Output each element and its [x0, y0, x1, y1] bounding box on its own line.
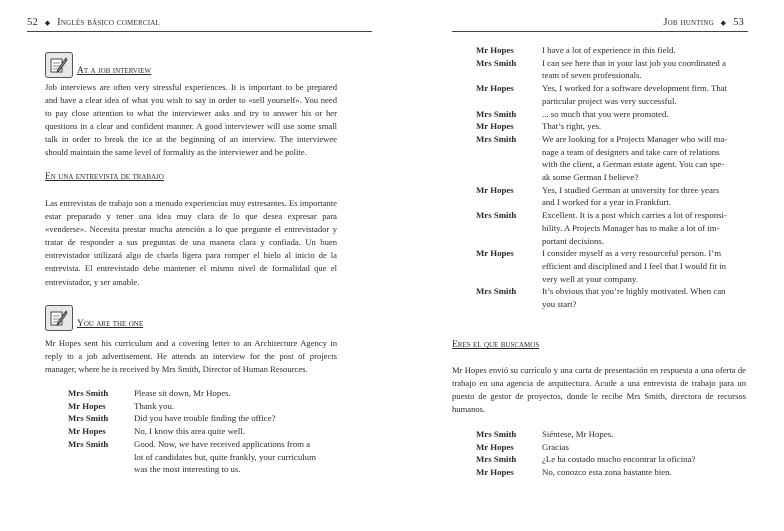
speech-line: Good. Now, we have received applications from a: [134, 438, 311, 449]
speech-line: team of seven professionals.: [542, 70, 642, 81]
speech-line: I can see here that in your last job you coordinated a: [542, 57, 726, 68]
speech-line: Yes, I worked for a software development firm. That: [542, 83, 728, 94]
right-header-rule: [452, 31, 748, 32]
speaker-name: Mr Hopes: [476, 467, 514, 478]
speaker-name: Mrs Smith: [68, 413, 109, 424]
speech-text: [134, 412, 344, 425]
diamond-bullet-icon: ◆: [720, 19, 727, 27]
section-title: You are the one: [77, 319, 144, 329]
speaker-name: Mrs Smith: [68, 388, 109, 398]
speaker-name: Mrs Smith: [476, 133, 517, 144]
speech-line: Yes, I studied German at university for three years: [542, 184, 720, 195]
dialogue-right: [476, 44, 746, 311]
speech-text: [542, 120, 746, 133]
speech-text: [542, 133, 746, 184]
speech-text: [542, 108, 746, 121]
speech-line: Please sit down, Mr Hopes.: [134, 388, 231, 398]
dialogue-row: [68, 425, 344, 438]
speech-text: [542, 428, 746, 441]
speech-text: [542, 466, 746, 479]
running-title-right: Job hunting: [663, 17, 714, 28]
speech-line: No, conozco esta zona bastante bien.: [542, 467, 672, 478]
dialogue-row: [476, 209, 746, 247]
speech-line: ¿Le ha costado mucho encontrar la oficina?: [542, 454, 696, 465]
speech-line: Gracias: [542, 441, 569, 452]
paragraph-you-are-the-one: Mr Hopes sent his curriculum and a covering letter to an Architecture Agency in reply to a job advertisement. He attends an interview for the post of projects manager, where he is received by Mrs Smith, Director of Human Resources.: [45, 338, 337, 375]
speaker-name: Mrs Smith: [476, 108, 517, 119]
dialogue-left: [68, 387, 344, 476]
speech-text: [542, 247, 746, 285]
speech-text: [542, 44, 746, 57]
speech-line: very well at your company.: [542, 273, 638, 284]
speech-line: Did you have trouble finding the office?: [134, 413, 276, 424]
speech-line: bility. A Projects Manager has to make a lot of im-: [542, 222, 720, 233]
speech-line: Thank you.: [134, 400, 175, 411]
dialogue-row: [476, 44, 746, 57]
dialogue-row: [476, 184, 746, 209]
dialogue-row: [476, 428, 746, 441]
speech-text: [134, 400, 344, 413]
paragraph-entrevista: Las entrevistas de trabajo son a menudo experiencias muy estresantes. Es importante estar preparado y tener una idea muy clara de lo que desea expresar para «venderse». Necesita prestar mucha atención a lo que pregunte el entrevistador y tratar de responder a sus preguntas de una manera clara y confiada. Un buen entrevistador utilizará algo de charla ligera para romper el hielo al inicio de la entrevista. El entrevistado debe mantener el mismo nivel de formalidad que el entrevistador, y ser amable.: [45, 198, 337, 287]
section-header-job-interview: [45, 52, 151, 78]
speech-line: with the client, a German estate agent. You can spe-: [542, 159, 725, 170]
dialogue-row: [476, 466, 746, 479]
dialogue-row: [476, 133, 746, 184]
diamond-bullet-icon: ◆: [44, 19, 51, 27]
speaker-name: Mrs Smith: [476, 429, 517, 439]
speech-line: you start?: [542, 299, 577, 310]
speech-text: [134, 425, 344, 438]
dialogue-row: [476, 453, 746, 466]
dialogue-row: [476, 247, 746, 285]
page-number-right: 53: [733, 17, 744, 28]
speech-text: [542, 82, 746, 107]
dialogue-row: [476, 285, 746, 310]
speech-text: [134, 438, 344, 476]
speech-line: No, I know this area quite well.: [134, 426, 245, 437]
speaker-name: Mrs Smith: [476, 210, 517, 221]
speaker-name: Mr Hopes: [476, 184, 514, 195]
speech-line: We are looking for a Projects Manager who will ma-: [542, 133, 728, 144]
dialogue-row: [476, 441, 746, 454]
speech-line: ak some German I believe?: [542, 172, 639, 183]
speech-line: lot of candidates but, quite frankly, your curriculum: [134, 451, 316, 462]
dialogue-row: [68, 412, 344, 425]
speech-text: [542, 441, 746, 454]
speech-line: Excellent. It is a post which carries a lot of responsi-: [542, 210, 727, 221]
speech-text: [542, 285, 746, 310]
dialogue-right-es: [476, 428, 746, 479]
dialogue-row: [68, 400, 344, 413]
left-header-rule: [27, 31, 372, 32]
speech-line: efficient and disciplined and I feel that I would fit in: [542, 260, 727, 271]
speech-line: was the most interesting to us.: [134, 464, 241, 475]
pen-and-paper-icon: [45, 305, 73, 331]
speech-text: [542, 184, 746, 209]
speech-text: [542, 57, 746, 82]
speaker-name: Mrs Smith: [476, 286, 517, 297]
dialogue-row: [476, 82, 746, 107]
speaker-name: Mr Hopes: [476, 121, 514, 132]
speaker-name: Mr Hopes: [476, 83, 514, 94]
speaker-name: Mr Hopes: [476, 441, 514, 452]
paragraph-eres: Mr Hopes envió su currículo y una carta de presentación en respuesta a una oferta de trabajo en una agencia de arquitectura. Acude a una entrevista de trabajo para un puesto de gestor de proyectos, donde le recibe Mrs Smith, directora de recursos humanos.: [452, 365, 746, 415]
speech-line: and I worked for a year in Frankfurt.: [542, 197, 671, 208]
left-running-head: [27, 17, 160, 28]
dialogue-row: [68, 438, 344, 476]
dialogue-row: [476, 57, 746, 82]
speech-line: It’s obvious that you’re highly motivated. When can: [542, 286, 726, 297]
speech-text: [542, 209, 746, 247]
speech-line: I consider myself as a very resourceful person. I’m: [542, 248, 722, 259]
speaker-name: Mrs Smith: [68, 438, 109, 449]
speech-line: I have a lot of experience in this field.: [542, 45, 676, 55]
speech-line: ... so much that you were promoted.: [542, 108, 669, 119]
dialogue-row: [68, 387, 344, 400]
running-title-left: Inglés básico comercial: [57, 17, 160, 28]
speech-text: [542, 453, 746, 466]
speech-text: [134, 387, 344, 400]
paragraph-job-interview: Job interviews are often very stressful experiences. It is important to be prepared and have a clear idea of what you wish to say in order to «sell yourself». You need to pay close attention to what the interviewer asks and try to answer his or her questions in a clear and confident manner. A good interviewer will use some small talk in order to break the ice at the beginning of an interview. The interviewee should maintain the same level of formality as the interviewer and be polite.: [45, 82, 337, 158]
speaker-name: Mr Hopes: [476, 248, 514, 259]
speech-line: Siéntese, Mr Hopes.: [542, 429, 614, 439]
dialogue-row: [476, 108, 746, 121]
speaker-name: Mrs Smith: [476, 57, 517, 68]
page-number-left: 52: [27, 17, 38, 28]
dialogue-row: [476, 120, 746, 133]
speaker-name: Mr Hopes: [68, 400, 106, 411]
speech-line: nage a team of designers and take care of relations: [542, 146, 720, 157]
speaker-name: Mrs Smith: [476, 454, 517, 465]
speech-line: particular project was very successful.: [542, 95, 677, 106]
speaker-name: Mr Hopes: [476, 45, 514, 55]
section-title: At a job interview: [77, 66, 152, 76]
subsection-title-es: En una entrevista de trabajo: [45, 172, 164, 182]
speech-line: That’s right, yes.: [542, 121, 602, 132]
pen-and-paper-icon: [45, 52, 73, 78]
speaker-name: Mr Hopes: [68, 426, 106, 437]
subsection-title-eres: Eres el que buscamos: [452, 340, 540, 350]
right-running-head: [663, 17, 744, 28]
section-header-you-are-the-one: [45, 305, 143, 331]
speech-line: portant decisions.: [542, 235, 605, 246]
